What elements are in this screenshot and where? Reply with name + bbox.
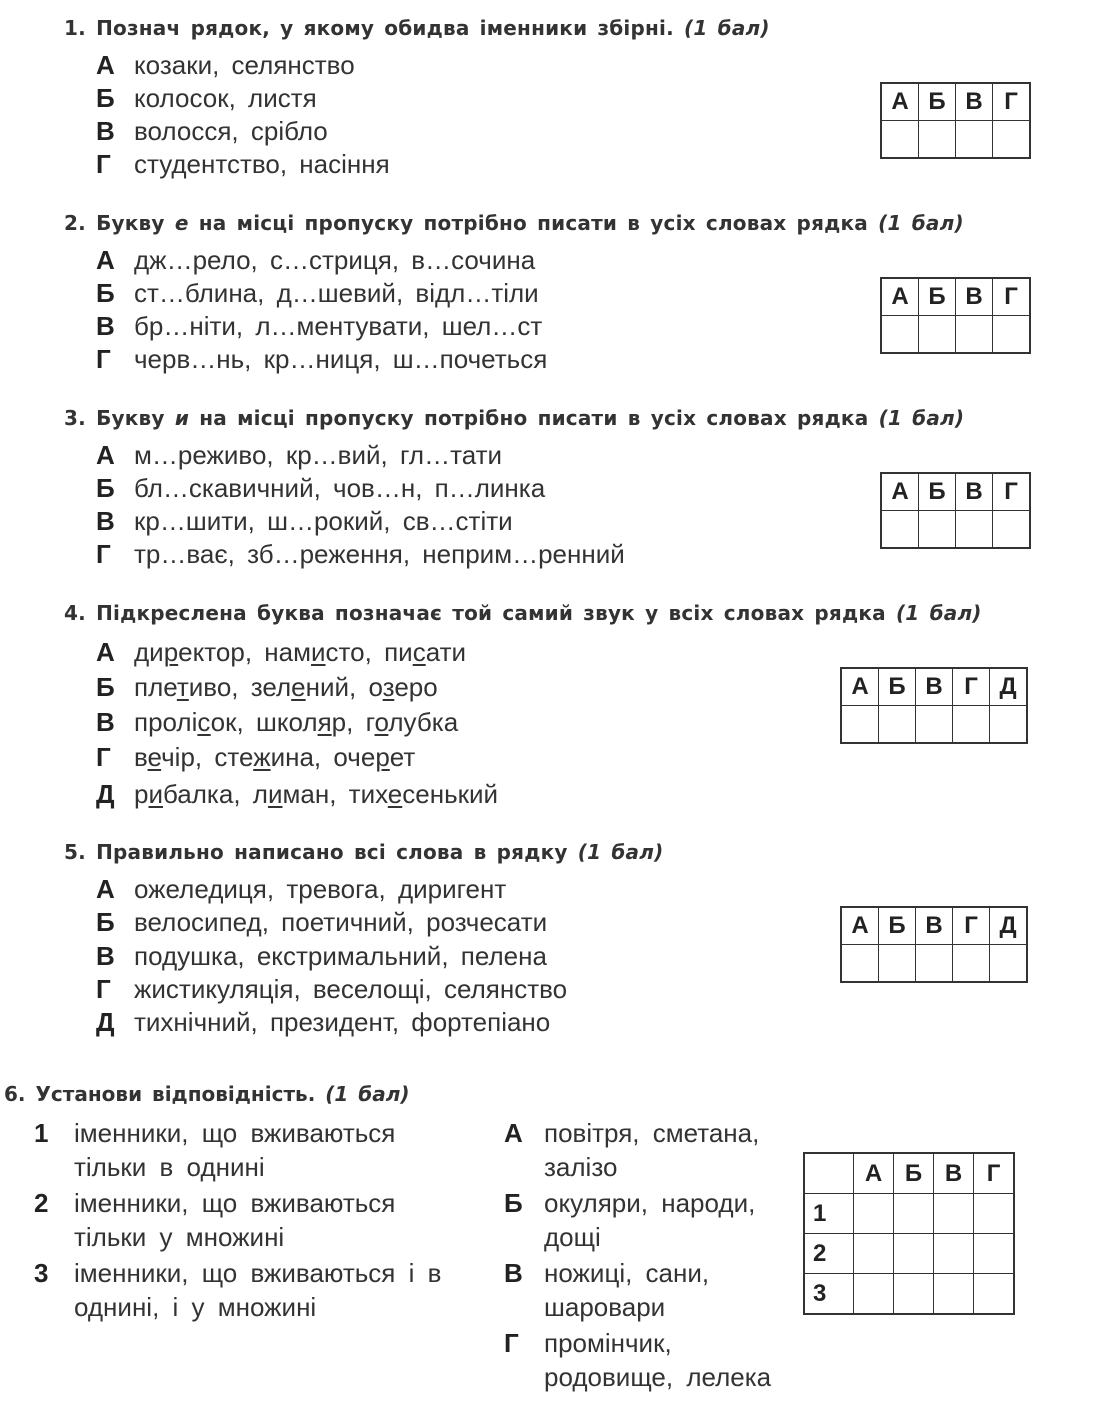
- option-text: жистикуляція, веселощі, селянство: [134, 974, 568, 1004]
- option-text: подушка, екстримальний, пелена: [134, 941, 547, 971]
- question-prompt: Правильно написано всі слова в рядку: [96, 840, 568, 864]
- answer-cell-b[interactable]: [879, 945, 916, 983]
- option-b: [96, 905, 547, 939]
- option-text: вечір, стежина, очерет: [134, 742, 416, 772]
- grid-header-c: В: [916, 907, 953, 945]
- option-letter: Д: [96, 779, 115, 809]
- option-letter: В: [96, 116, 115, 146]
- answer-cell-3b[interactable]: [894, 1274, 934, 1315]
- option-text: студентство, насіння: [134, 149, 390, 179]
- question-title: [64, 601, 982, 625]
- grid-header-a: А: [881, 473, 919, 511]
- option-d: [96, 740, 415, 774]
- question-prompt: Познач рядок, у якому обидва іменники збірні.: [96, 16, 674, 40]
- question-title: [64, 211, 964, 235]
- match-left-item-3: [34, 1256, 474, 1324]
- question-prompt-tail: на місці пропуску потрібно писати в усіх словах рядка: [198, 211, 868, 235]
- option-b: [96, 471, 545, 505]
- item-text: іменники, що вживаються і в однині, і у множині: [74, 1258, 442, 1322]
- answer-cell-3a[interactable]: [854, 1274, 894, 1315]
- grid-header-d: Г: [953, 668, 990, 706]
- item-text: повітря, сметана, залізо: [544, 1118, 760, 1182]
- option-text: рибалка, лиман, тихесенький: [134, 779, 499, 809]
- item-letter: Г: [504, 1328, 519, 1358]
- item-text: промінчик, родовище, лелека: [544, 1328, 772, 1392]
- question-key-letter: е: [174, 211, 189, 235]
- grid-header-b: Б: [919, 83, 956, 121]
- question-6-title: [4, 1082, 410, 1106]
- option-letter: Б: [96, 278, 115, 308]
- option-text: ст…блина, д…шевий, відл…тіли: [134, 278, 539, 308]
- option-text: кр…шити, ш…рокий, св…стіти: [134, 506, 513, 536]
- question-number: 6.: [4, 1082, 26, 1106]
- question-points: (1 бал): [325, 1082, 410, 1106]
- grid-header-a: А: [841, 668, 879, 706]
- grid-header-b: Б: [894, 1153, 934, 1194]
- grid-header-a: А: [841, 907, 879, 945]
- option-text: бл…скавичний, чов…н, п…линка: [134, 473, 546, 503]
- match-left-item-1: [34, 1116, 474, 1184]
- option-letter: Б: [96, 473, 115, 503]
- answer-cell-b[interactable]: [879, 706, 916, 744]
- grid-header-b: Б: [879, 907, 916, 945]
- answer-cell-b[interactable]: [919, 511, 956, 549]
- option-text: бр…ніти, л…ментувати, шел…ст: [134, 311, 543, 341]
- option-letter: Г: [96, 974, 111, 1004]
- option-letter: А: [96, 245, 115, 275]
- option-a: [96, 48, 355, 82]
- question-points: (1 бал): [878, 211, 964, 235]
- question-title: [64, 16, 770, 40]
- answer-grid: [880, 277, 1031, 354]
- option-text: директор, намисто, писати: [134, 637, 467, 667]
- option-text: плетиво, зелений, озеро: [134, 672, 438, 702]
- grid-header-e: Д: [990, 668, 1028, 706]
- answer-cell-1a[interactable]: [854, 1194, 894, 1234]
- answer-cell-a[interactable]: [841, 945, 879, 983]
- grid-header-c: В: [956, 278, 993, 316]
- question-prompt: Установи відповідність.: [35, 1082, 316, 1106]
- option-text: колосок, листя: [134, 83, 317, 113]
- grid-corner: [804, 1153, 854, 1194]
- option-c: [96, 309, 542, 343]
- question-points: (1 бал): [684, 16, 770, 40]
- option-b: [96, 670, 438, 704]
- grid-header-d: Г: [993, 83, 1031, 121]
- grid-header-b: Б: [919, 278, 956, 316]
- question-points: (1 бал): [895, 601, 982, 625]
- item-letter: В: [504, 1258, 523, 1288]
- option-letter: Г: [96, 344, 111, 374]
- grid-header-a: А: [881, 278, 919, 316]
- option-b: [96, 276, 539, 310]
- option-text: черв…нь, кр…ниця, ш…почеться: [134, 344, 548, 374]
- option-a: [96, 872, 506, 906]
- item-number: 1: [34, 1118, 49, 1148]
- answer-cell-d[interactable]: [953, 945, 990, 983]
- option-d: [96, 537, 625, 571]
- answer-cell-c[interactable]: [916, 706, 953, 744]
- answer-cell-d[interactable]: [993, 121, 1031, 159]
- option-d: [96, 342, 547, 376]
- grid-header-c: В: [916, 668, 953, 706]
- grid-row-header-1: 1: [804, 1194, 854, 1234]
- item-text: окуляри, народи, дощі: [544, 1188, 756, 1252]
- question-number: 4.: [64, 601, 86, 625]
- option-letter: Г: [96, 149, 111, 179]
- answer-cell-a[interactable]: [841, 706, 879, 744]
- question-number: 3.: [64, 406, 86, 430]
- answer-cell-e[interactable]: [990, 706, 1028, 744]
- grid-header-a: А: [881, 83, 919, 121]
- option-letter: В: [96, 941, 115, 971]
- match-right-item-a: [504, 1116, 804, 1184]
- question-number: 2.: [64, 211, 86, 235]
- option-a: [96, 438, 502, 472]
- option-text: козаки, селянство: [134, 50, 355, 80]
- item-letter: А: [504, 1118, 523, 1148]
- answer-cell-b[interactable]: [919, 121, 956, 159]
- answer-cell-d[interactable]: [953, 706, 990, 744]
- option-text: ожеледиця, тревога, диригент: [134, 874, 507, 904]
- answer-cell-2a[interactable]: [854, 1234, 894, 1274]
- option-letter: В: [96, 707, 115, 737]
- grid-header-e: Д: [990, 907, 1028, 945]
- option-a: [96, 243, 535, 277]
- option-c: [96, 114, 328, 148]
- option-letter: Б: [96, 672, 115, 702]
- item-letter: Б: [504, 1188, 523, 1218]
- grid-header-d: Г: [993, 473, 1031, 511]
- answer-grid: [840, 906, 1028, 983]
- question-number: 1.: [64, 16, 86, 40]
- answer-cell-3d[interactable]: [974, 1274, 1015, 1315]
- option-letter: Д: [96, 1007, 115, 1037]
- answer-cell-2c[interactable]: [934, 1234, 974, 1274]
- match-left-column: [34, 1116, 474, 1326]
- question-key-letter: и: [174, 406, 190, 430]
- question-prompt: Підкреслена буква позначає той самий звук у всіх словах рядка: [96, 601, 886, 625]
- option-letter: А: [96, 874, 115, 904]
- option-e: [96, 777, 498, 811]
- grid-header-a: А: [854, 1153, 894, 1194]
- answer-cell-1c[interactable]: [934, 1194, 974, 1234]
- option-a: [96, 635, 466, 669]
- answer-cell-d[interactable]: [993, 511, 1031, 549]
- answer-cell-2d[interactable]: [974, 1234, 1015, 1274]
- option-c: [96, 705, 458, 739]
- grid-header-d: Г: [974, 1153, 1015, 1194]
- grid-header-c: В: [934, 1153, 974, 1194]
- option-text: м…реживо, кр…вий, гл…тати: [134, 440, 503, 470]
- item-text: іменники, що вживаються тільки в однині: [74, 1118, 396, 1182]
- match-right-item-c: [504, 1256, 804, 1324]
- grid-row-header-2: 2: [804, 1234, 854, 1274]
- question-title: [64, 406, 964, 430]
- answer-cell-e[interactable]: [990, 945, 1028, 983]
- grid-header-d: Г: [993, 278, 1031, 316]
- option-letter: Б: [96, 83, 115, 113]
- option-letter: Б: [96, 907, 115, 937]
- option-letter: А: [96, 50, 115, 80]
- option-letter: В: [96, 311, 115, 341]
- question-points: (1 бал): [577, 840, 664, 864]
- answer-cell-2b[interactable]: [894, 1234, 934, 1274]
- item-text: ножиці, сани, шаровари: [544, 1258, 710, 1322]
- answer-cell-c[interactable]: [916, 945, 953, 983]
- answer-grid: [840, 667, 1028, 744]
- item-number: 2: [34, 1188, 49, 1218]
- option-text: тр…ває, зб…реження, неприм…ренний: [134, 539, 625, 569]
- item-text: іменники, що вживаються тільки у множині: [74, 1188, 396, 1252]
- grid-header-d: Г: [953, 907, 990, 945]
- answer-cell-d[interactable]: [993, 316, 1031, 354]
- option-e: [96, 1005, 550, 1039]
- grid-header-c: В: [956, 473, 993, 511]
- answer-cell-a[interactable]: [881, 121, 919, 159]
- match-right-item-b: [504, 1186, 804, 1254]
- answer-cell-c[interactable]: [956, 316, 993, 354]
- answer-cell-1d[interactable]: [974, 1194, 1015, 1234]
- answer-cell-c[interactable]: [956, 121, 993, 159]
- option-text: пролісок, школяр, голубка: [134, 707, 459, 737]
- match-right-column: [504, 1116, 804, 1396]
- option-letter: Г: [96, 539, 111, 569]
- answer-cell-3c[interactable]: [934, 1274, 974, 1315]
- answer-grid: [880, 82, 1031, 159]
- option-b: [96, 81, 317, 115]
- match-right-item-d: [504, 1326, 804, 1394]
- option-letter: А: [96, 637, 115, 667]
- option-d: [96, 972, 567, 1006]
- option-letter: Г: [96, 742, 111, 772]
- option-letter: В: [96, 506, 115, 536]
- question-prompt: Букву: [96, 406, 165, 430]
- answer-cell-c[interactable]: [956, 511, 993, 549]
- answer-grid: [880, 472, 1031, 549]
- option-d: [96, 147, 390, 181]
- matching-grid: [803, 1152, 1015, 1315]
- answer-cell-a[interactable]: [881, 511, 919, 549]
- option-text: дж…рело, с…стриця, в…сочина: [134, 245, 536, 275]
- question-title: [64, 840, 663, 864]
- match-left-item-2: [34, 1186, 474, 1254]
- answer-cell-a[interactable]: [881, 316, 919, 354]
- question-prompt-tail: на місці пропуску потрібно писати в усіх словах рядка: [199, 406, 869, 430]
- option-text: велосипед, поетичний, розчесати: [134, 907, 548, 937]
- option-text: волосся, срібло: [134, 116, 328, 146]
- question-points: (1 бал): [878, 406, 965, 430]
- option-c: [96, 939, 547, 973]
- grid-header-b: Б: [879, 668, 916, 706]
- grid-header-c: В: [956, 83, 993, 121]
- item-number: 3: [34, 1258, 49, 1288]
- answer-cell-b[interactable]: [919, 316, 956, 354]
- question-number: 5.: [64, 840, 86, 864]
- answer-cell-1b[interactable]: [894, 1194, 934, 1234]
- option-text: тихнічний, президент, фортепіано: [134, 1007, 551, 1037]
- grid-row-header-3: 3: [804, 1274, 854, 1315]
- grid-header-b: Б: [919, 473, 956, 511]
- option-c: [96, 504, 513, 538]
- question-prompt: Букву: [96, 211, 165, 235]
- option-letter: А: [96, 440, 115, 470]
